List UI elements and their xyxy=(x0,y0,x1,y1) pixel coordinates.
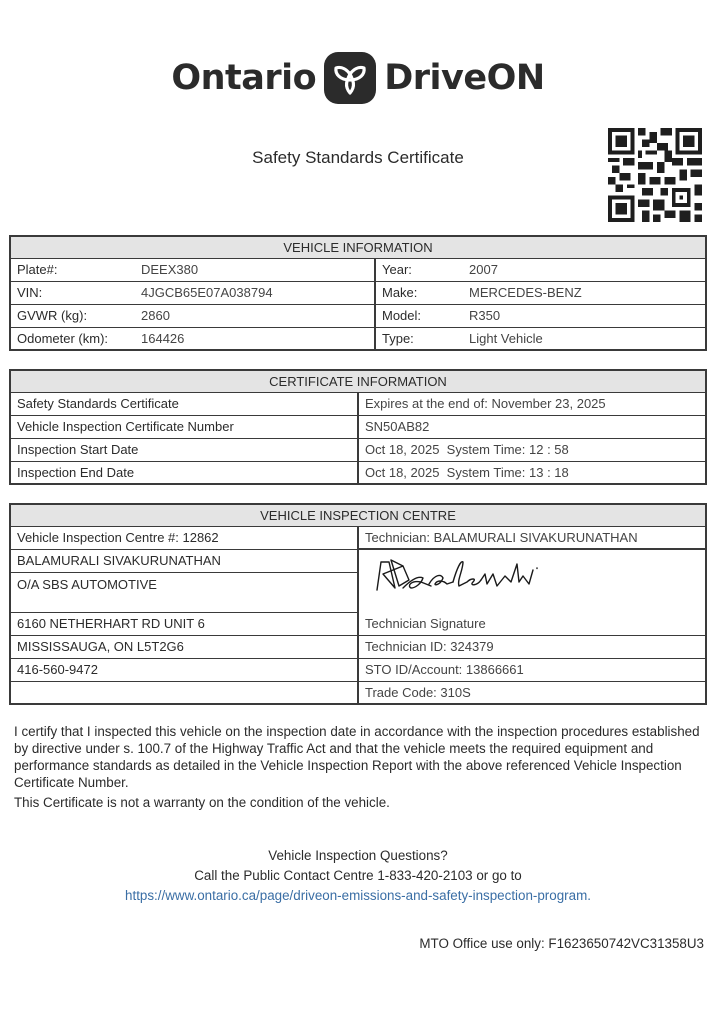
table-row xyxy=(10,304,706,327)
certification-text: I certify that I inspected this vehicle on the inspection date in accordance with the inspection procedures established by directive under s. 100.7 of the Highway Traffic Act and that the vehicle meets the required equipment and performance standards as detailed in the Vehicle Inspection Report with the above referenced Vehicle Inspection Certificate Number. xyxy=(14,724,700,790)
inspection-centre-table xyxy=(9,503,707,705)
inspection-start-value: Oct 18, 2025 System Time: 12 : 58 xyxy=(358,438,706,461)
vehicle-information-heading: VEHICLE INFORMATION xyxy=(10,236,706,258)
plate-label: Plate#: xyxy=(10,258,135,281)
table-row xyxy=(10,461,706,484)
plate-value: DEEX380 xyxy=(135,258,375,281)
table-row xyxy=(10,392,706,415)
contact-section xyxy=(0,846,716,906)
table-row xyxy=(10,612,706,635)
warranty-disclaimer: This Certificate is not a warranty on the condition of the vehicle. xyxy=(14,795,390,810)
logo-text-ontario: Ontario xyxy=(171,58,317,98)
signature-label-cell xyxy=(358,612,706,635)
centre-phone: 416-560-9472 xyxy=(10,658,358,681)
gvwr-value: 2860 xyxy=(135,304,375,327)
technician-name: Technician: BALAMURALI SIVAKURUNATHAN xyxy=(358,526,706,549)
certification-statement xyxy=(14,723,704,814)
table-row xyxy=(10,281,706,304)
technician-id: Technician ID: 324379 xyxy=(358,635,706,658)
table-row xyxy=(10,526,706,549)
signature-cell xyxy=(358,549,706,612)
inspection-centre-heading: VEHICLE INSPECTION CENTRE xyxy=(10,504,706,526)
signature-label: Technician Signature xyxy=(365,615,486,631)
table-row xyxy=(10,438,706,461)
gvwr-label: GVWR (kg): xyxy=(10,304,135,327)
vehicle-information-table xyxy=(9,235,707,351)
make-value: MERCEDES-BENZ xyxy=(463,281,706,304)
address-line1: 6160 NETHERHART RD UNIT 6 xyxy=(10,612,358,635)
contact-heading: Vehicle Inspection Questions? xyxy=(268,848,448,863)
contact-line: Call the Public Contact Centre 1-833-420-2103 or go to xyxy=(194,868,522,883)
driveon-program-link[interactable]: https://www.ontario.ca/page/driveon-emissions-and-safety-inspection-program. xyxy=(125,888,591,903)
expiry-value: Expires at the end of: November 23, 2025 xyxy=(358,392,706,415)
qr-code-icon xyxy=(608,128,702,222)
trillium-icon xyxy=(324,52,376,104)
vin-label: VIN: xyxy=(10,281,135,304)
mto-office-code: MTO Office use only: F1623650742VC31358U3 xyxy=(419,936,704,951)
technician-signature xyxy=(373,556,583,596)
logo-text-driveon: DriveON xyxy=(384,58,545,98)
certificate-information-table xyxy=(9,369,707,485)
centre-number: Vehicle Inspection Centre #: 12862 xyxy=(10,526,358,549)
address-line2: MISSISSAUGA, ON L5T2G6 xyxy=(10,635,358,658)
certificate-number-label: Vehicle Inspection Certificate Number xyxy=(10,415,358,438)
table-row xyxy=(10,681,706,704)
type-label: Type: xyxy=(375,327,463,350)
model-label: Model: xyxy=(375,304,463,327)
odometer-label: Odometer (km): xyxy=(10,327,135,350)
safety-certificate-label: Safety Standards Certificate xyxy=(10,392,358,415)
table-row xyxy=(10,635,706,658)
trade-code: Trade Code: 310S xyxy=(358,681,706,704)
empty-cell xyxy=(10,681,358,704)
certificate-information-heading: CERTIFICATE INFORMATION xyxy=(10,370,706,392)
owner-name: BALAMURALI SIVAKURUNATHAN xyxy=(10,549,358,572)
year-value: 2007 xyxy=(463,258,706,281)
inspection-end-label: Inspection End Date xyxy=(10,461,358,484)
type-value: Light Vehicle xyxy=(463,327,706,350)
vin-value: 4JGCB65E07A038794 xyxy=(135,281,375,304)
table-row xyxy=(10,415,706,438)
make-label: Make: xyxy=(375,281,463,304)
table-row xyxy=(10,658,706,681)
business-name: O/A SBS AUTOMOTIVE xyxy=(10,572,358,612)
table-row xyxy=(10,549,706,572)
ontario-driveon-logo xyxy=(0,52,716,104)
page-title: Safety Standards Certificate xyxy=(252,148,464,167)
certificate-number-value: SN50AB82 xyxy=(358,415,706,438)
table-row xyxy=(10,327,706,350)
inspection-end-value: Oct 18, 2025 System Time: 13 : 18 xyxy=(358,461,706,484)
year-label: Year: xyxy=(375,258,463,281)
sto-account: STO ID/Account: 13866661 xyxy=(358,658,706,681)
model-value: R350 xyxy=(463,304,706,327)
inspection-start-label: Inspection Start Date xyxy=(10,438,358,461)
table-row xyxy=(10,258,706,281)
odometer-value: 164426 xyxy=(135,327,375,350)
